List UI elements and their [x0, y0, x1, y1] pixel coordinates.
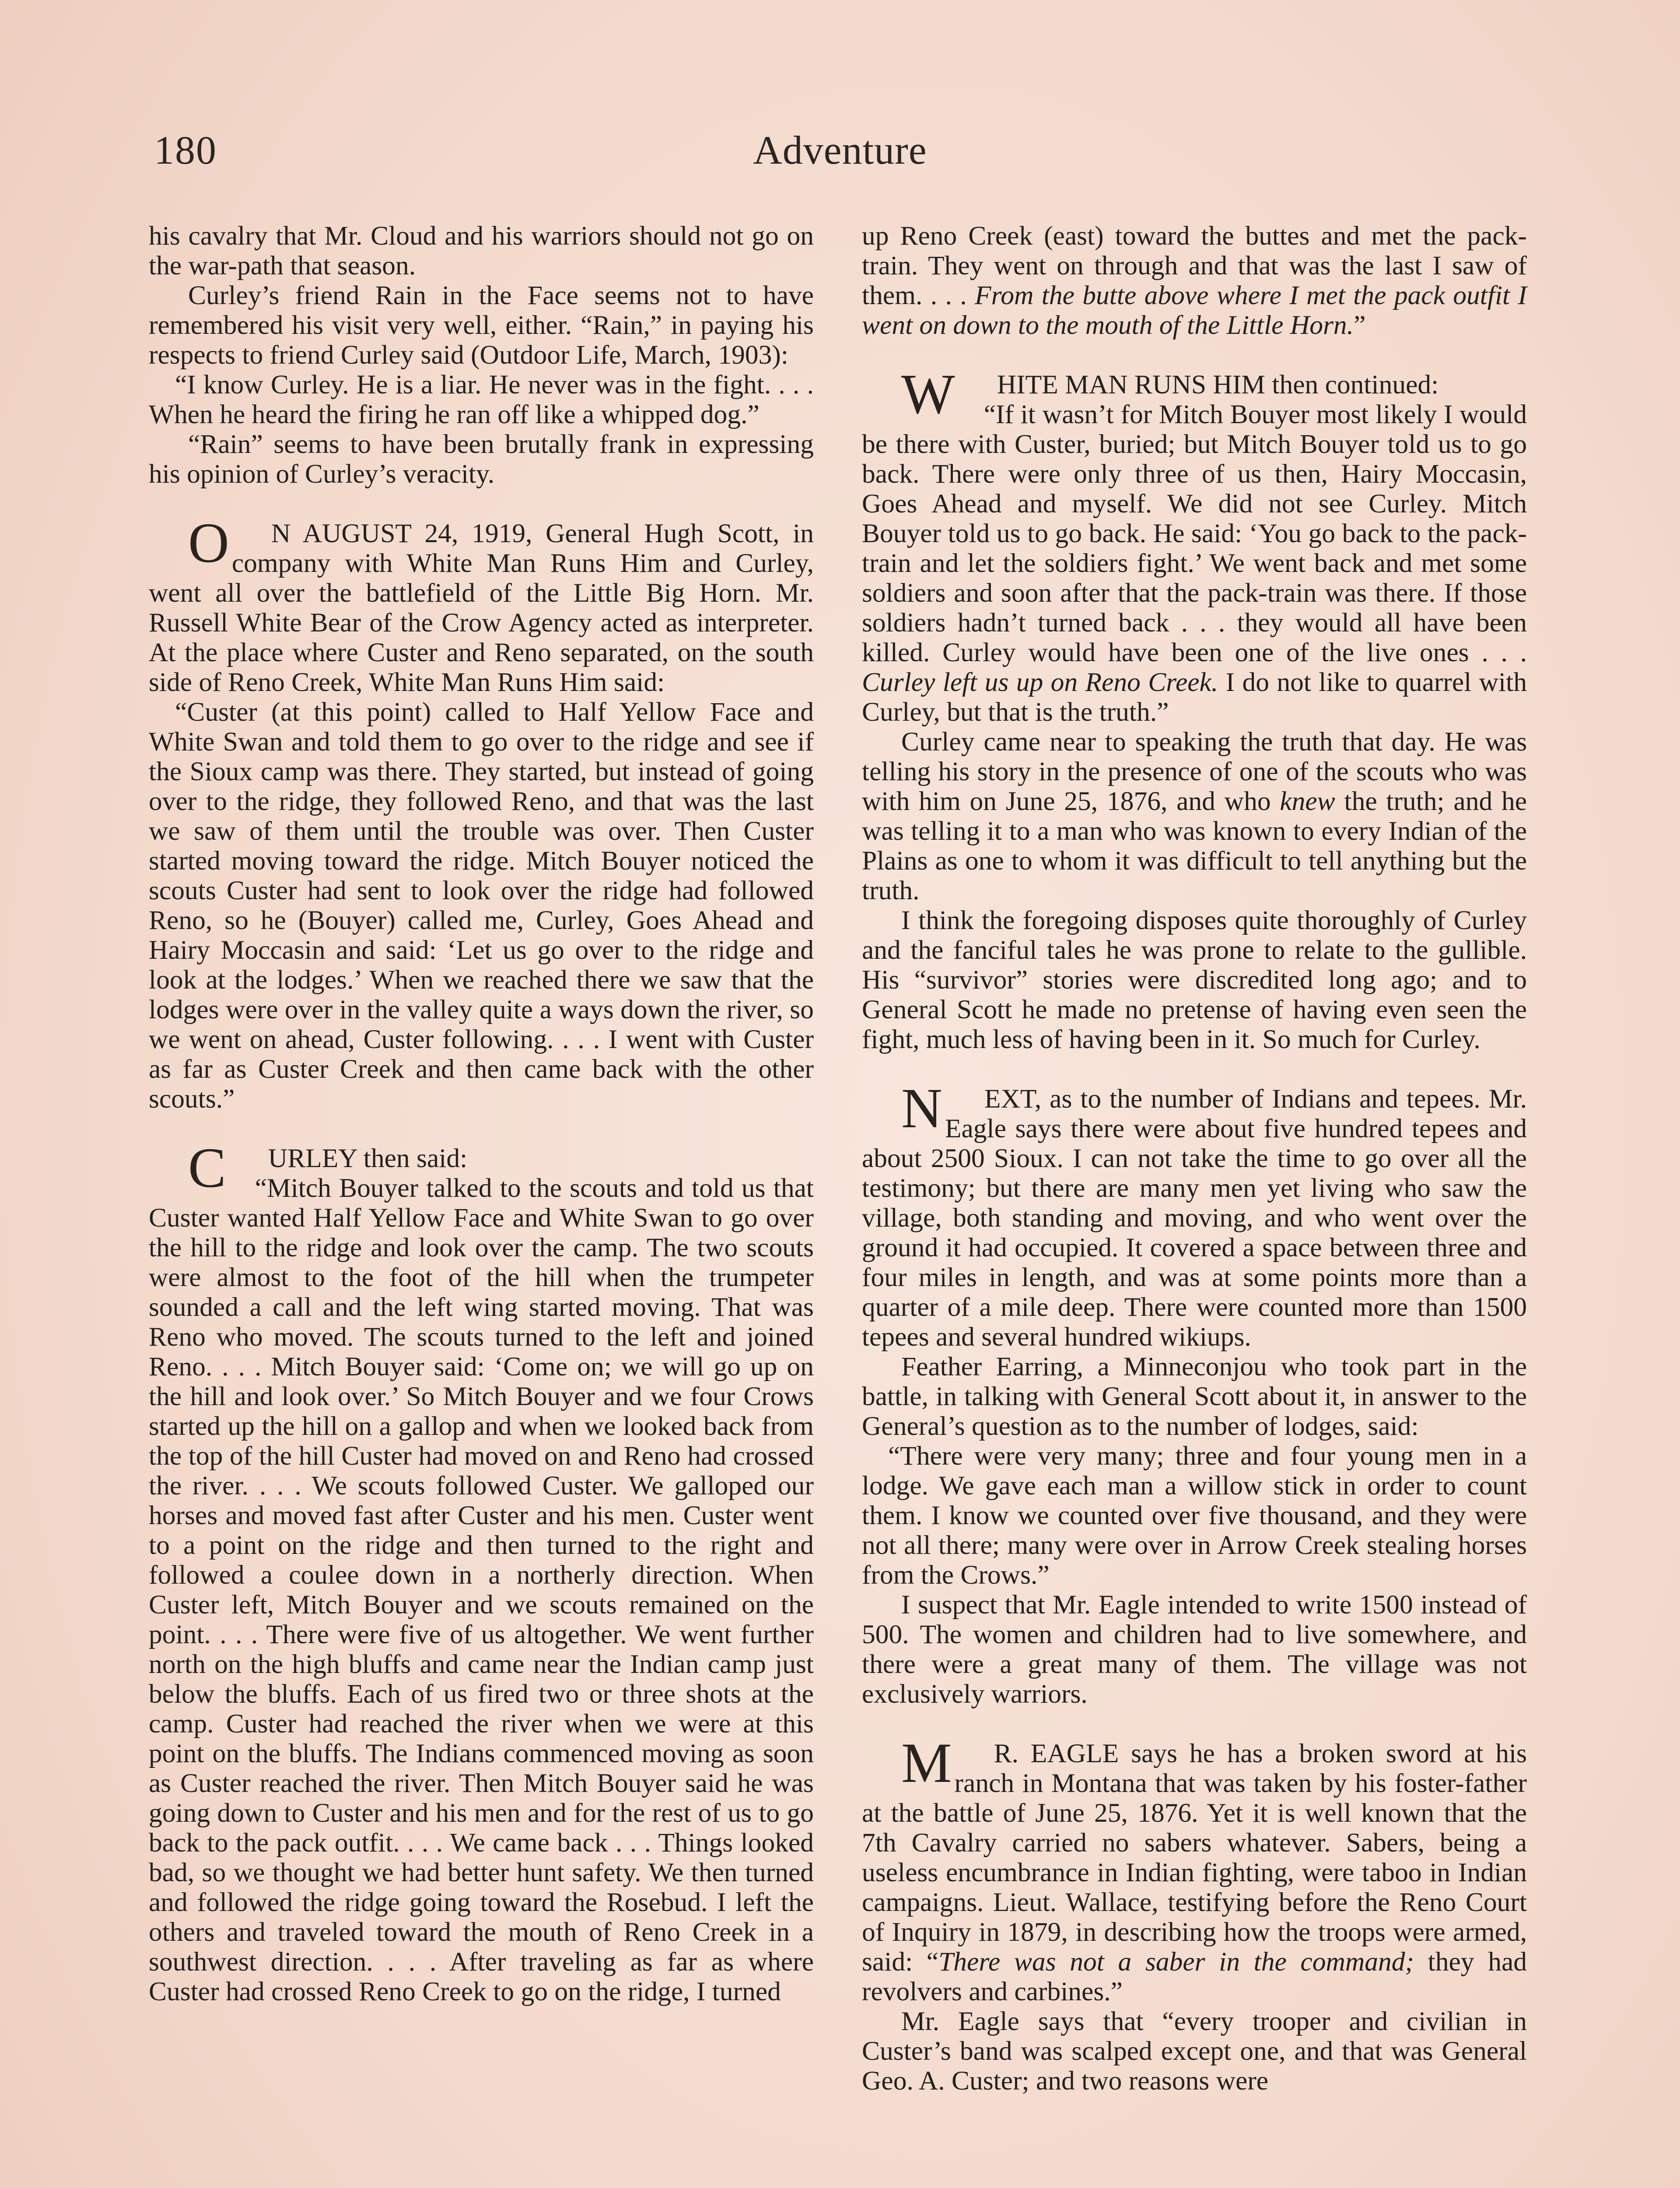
paragraph: his cavalry that Mr. Cloud and his warriors should not go on the war-path that season.: [149, 221, 814, 281]
section-break: [862, 1054, 1527, 1084]
section-break: [149, 1114, 814, 1143]
italic-text: Curley left us up on Reno Creek.: [862, 667, 1218, 697]
paragraph: I suspect that Mr. Eagle intended to write 1500 instead of 500. The women and children had to live somewhere, and there were a great many of them. The village was not exclusively warriors.: [862, 1590, 1527, 1709]
paragraph: “Rain” seems to have been brutally frank in expressing his opinion of Curley’s veracity.: [149, 429, 814, 489]
section-opening: [862, 363, 1527, 426]
paragraph: [862, 727, 1527, 905]
right-column: [862, 221, 1527, 2096]
section-opening: [149, 512, 814, 697]
drop-cap: N: [901, 1077, 942, 1140]
paragraph: Curley’s friend Rain in the Face seems not to have remembered his visit very well, either. “Rain,” in paying his respects to friend Curley said (Outdoor Life, March, 1903):: [149, 281, 814, 370]
quote-paragraph: “There were very many; three and four young men in a lodge. We gave each man a willow stick in order to count them. I know we counted over five thousand, and they were not all there; many were over in Arrow Creek stealing horses from the Crows.”: [862, 1441, 1527, 1590]
text-run: up Reno Creek (east) toward the buttes and met the pack-train. They went on through and that was the last I saw of them. . . .: [862, 221, 1527, 310]
section-break: [149, 489, 814, 519]
text-run: “If it wasn’t for Mitch Bouyer most likely I would be there with Custer, buried; but Mitch Bouyer told us to go back. There were only three of us then, Hairy Moccasin, Goes Ahead and myself. We did not see Curley. Mitch Bouyer told us to go back. He said: ‘You go back to the pack-train and let the soldiers fight.’ We went back and met some soldiers and soon after that the pack-train was there. If those soldiers hadn’t turned back . . . they would all have been killed. Curley would have been one of the live ones . . .: [862, 400, 1527, 667]
quote-paragraph: “Mitch Bouyer talked to the scouts and told us that Custer wanted Half Yellow Face and White Swan to go over the hill to the ridge and look over the camp. The two scouts were almost to the foot of the hill when the trumpeter sounded a call and the left wing started moving. That was Reno who moved. The scouts turned to the left and joined Reno. . . . Mitch Bouyer said: ‘Come on; we will go up on the hill and look over.’ So Mitch Bouyer and we four Crows started up the hill on a gallop and when we looked back from the top of the hill Custer had moved on and Reno had crossed the river. . . . We scouts followed Custer. We galloped our horses and moved fast after Custer and his men. Custer went to a point on the ridge and then turned to the right and followed a coulee down in a northerly direction. When Custer left, Mitch Bouyer and we scouts remained on the point. . . . There were five of us altogether. We went further north on the high bluffs and came near the Indian camp just below the bluffs. Each of us fired two or three shots at the camp. Custer had reached the river when we were at this point on the bluffs. The Indians commenced moving as soon as Custer reached the river. Then Mitch Bouyer said he was going down to Custer and his men and for the rest of us to go back to the pack outfit. . . . We came back . . . Things looked bad, so we thought we had better hunt safety. We then turned and followed the ridge going toward the Rosebud. I left the others and traveled toward the mouth of Reno Creek in a southwest direction. . . . After traveling as far as where Custer had crossed Reno Creek to go on the ridge, I turned: [149, 1173, 814, 2006]
text-run: R. EAGLE says he has a broken sword at his ranch in Montana that was taken by his foster-father at the battle of June 25, 1876. Yet it is well known that the 7th Cavalry carried no sabers whatever. Sabers, being a useless encumbrance in Indian fighting, were taboo in Indian campaigns. Lieut. Wallace, testifying before the Reno Court of Inquiry in 1879, in describing how the troops were armed, said: “: [862, 1739, 1527, 1977]
italic-text: knew: [1280, 786, 1335, 816]
left-column: [149, 221, 814, 2006]
text-run: they had revolvers and carbines.”: [862, 1947, 1527, 2006]
drop-cap: C: [188, 1136, 226, 1199]
paragraph: [862, 221, 1527, 340]
section-lead-text: HITE MAN RUNS HIM then continued:: [997, 370, 1439, 400]
paragraph: I think the foregoing disposes quite thoroughly of Curley and the fanciful tales he was prone to relate to the gullible. His “survivor” stories were discredited long ago; and to General Scott he made no pretense of having even seen the fight, much less of having been in it. So much for Curley.: [862, 905, 1527, 1054]
section-break: [862, 340, 1527, 370]
drop-cap: O: [188, 512, 229, 575]
section-lead-text: URLEY then said:: [268, 1143, 468, 1173]
page-number: 180: [154, 128, 217, 172]
quote-paragraph: “I know Curley. He is a liar. He never was in the fight. . . . When he heard the firing he ran off like a whipped dog.”: [149, 370, 814, 429]
quote-paragraph: [862, 400, 1527, 727]
paragraph: Feather Earring, a Minneconjou who took part in the battle, in talking with General Scott about it, in answer to the General’s question as to the number of lodges, said:: [862, 1352, 1527, 1441]
quote-paragraph: “Custer (at this point) called to Half Yellow Face and White Swan and told them to go over to the ridge and see if the Sioux camp was there. They started, but instead of going over to the ridge, they followed Reno, and that was the last we saw of them until the trouble was over. Then Custer started moving toward the ridge. Mitch Bouyer noticed the scouts Custer had sent to look over the ridge had followed Reno, so he (Bouyer) called me, Curley, Goes Ahead and Hairy Moccasin and said: ‘Let us go over to the ridge and look at the lodges.’ When we reached there we saw that the lodges were over in the valley quite a ways down the river, so we went on ahead, Custer following. . . . I went with Custer as far as Custer Creek and then came back with the other scouts.”: [149, 697, 814, 1114]
section-opening: [149, 1136, 814, 1199]
text-run: I do not like to quarrel with Curley, but that is the truth.”: [862, 667, 1527, 727]
section-opening: [862, 1077, 1527, 1352]
section-break: [862, 1709, 1527, 1739]
paragraph: Mr. Eagle says that “every trooper and civilian in Custer’s band was scalped except one, and that was General Geo. A. Custer; and two reasons were: [862, 2006, 1527, 2096]
running-head: Adventure: [753, 128, 927, 172]
drop-cap: M: [901, 1732, 952, 1795]
page-header: [149, 127, 1531, 179]
italic-text: From the butte above where I met the pack outfit I went on down to the mouth of the Little Horn.: [862, 281, 1527, 340]
text-run: ”: [1354, 310, 1366, 340]
text-run: Curley came near to speaking the truth that day. He was telling his story in the presence of one of the scouts who was with him on June 25, 1876, and who: [862, 727, 1527, 816]
section-lead-text: EXT, as to the number of Indians and tepees. Mr. Eagle says there were about five hundred tepees and about 2500 Sioux. I can not take the time to go over all the testimony; but there are many men yet living who saw the village, both standing and moving, and who went over the ground it had occupied. It covered a space between three and four miles in length, and was at some points more than a quarter of a mile deep. There were counted more than 1500 tepees and several hundred wikiups.: [862, 1084, 1527, 1352]
section-opening: [862, 1732, 1527, 2006]
drop-cap: W: [901, 363, 955, 426]
section-lead-text: N AUGUST 24, 1919, General Hugh Scott, in company with White Man Runs Him and Curley, went all over the battlefield of the Little Big Horn. Mr. Russell White Bear of the Crow Agency acted as interpreter. At the place where Custer and Reno separated, on the south side of Reno Creek, White Man Runs Him said:: [149, 519, 814, 697]
text-run: the truth; and he was telling it to a man who was known to every Indian of the Plains as one to whom it was difficult to tell anything but the truth.: [862, 786, 1527, 905]
italic-text: There was not a saber in the command;: [938, 1947, 1414, 1977]
